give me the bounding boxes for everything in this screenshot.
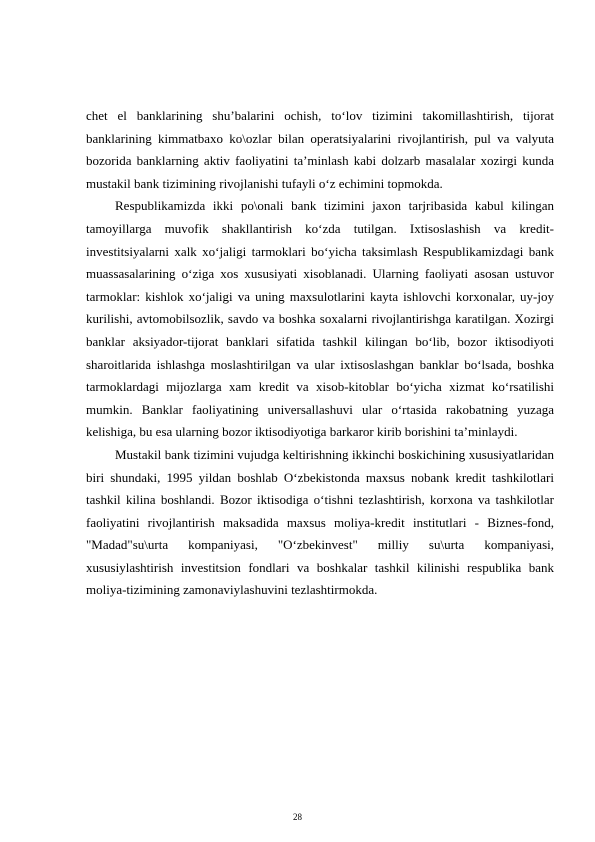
paragraph-second-stage: Mustakil bank tizimini vujudga keltirishning ikkinchi boskichining xususiyatlaridan biri shundaki, 1995 yildan boshlab O‘zbekistonda maxsus nobank kredit tashkilotlari tashkil kilina boshlandi. Bozor iktisodiga o‘tishni tezlashtirish, korxona va tashkilotlar faoliyatini rivojlantirish maksadida maxsus moliya-kredit institutlari - Biznes-fond, "Madad"su\urta kompaniyasi, "O‘zbekinvest" milliy su\urta kompaniyasi, xususiylashtirish investitsion fondlari va boshkalar tashkil kilinishi respublika bank moliya-tizimining zamonaviylashuvini tezlashtirmokda. xyxy=(86,446,554,598)
paragraph-continuation: chet el banklarining shu’balarini ochish, to‘lov tizimini takomillashtirish, tijorat banklarining kimmatbaxo ko\ozlar bilan operatsiyalarini rivojlantirish, pul va valyuta bozorida banklarning aktiv faoliyatini ta’minlash kabi dolzarb masalalar xozirgi kunda mustakil bank tizimining rivojlanishi tufayli o‘z echimini topmokda. xyxy=(86,108,554,191)
page-number: 28 xyxy=(293,812,302,822)
paragraph-two-tier-bank-system: Respublikamizda ikki po\onali bank tizimini jaxon tarjribasida kabul kilingan tamoyillarga muvofik shakllantirish ko‘zda tutilgan. Ixtisoslashish va kredit-investitsiyalarni xalk xo‘jaligi tarmoklari bo‘yicha taksimlash Respublikamizdagi bank muassasalarining o‘ziga xos xususiyati xisoblanadi. Ularning faoliyati asosan ustuvor tarmoklar: kishlok xo‘jaligi va uning maxsulotlarini kayta ishlovchi korxonalar, uy-joy kurilishi, avtomobilsozlik, savdo va boshka soxalarni rivojlantirishga karatilgan. Xozirgi banklar aksiyador-tijorat banklari sifatida tashkil kilingan bo‘lib, bozor iktisodiyoti sharoitlarida ishlashga moslashtirilgan va ular ixtisoslashgan banklar bo‘lsada, boshka tarmoklardagi mijozlarga xam kredit va xisob-kitoblar bo‘yicha xizmat ko‘rsatilishi mumkin. Banklar faoliyatining universallashuvi ular o‘rtasida rakobatning yuzaga kelishiga, bu esa ularning bozor iktisodiyotiga barkaror kirib borishini ta’minlaydi. xyxy=(86,198,554,440)
body-text xyxy=(86,105,554,602)
